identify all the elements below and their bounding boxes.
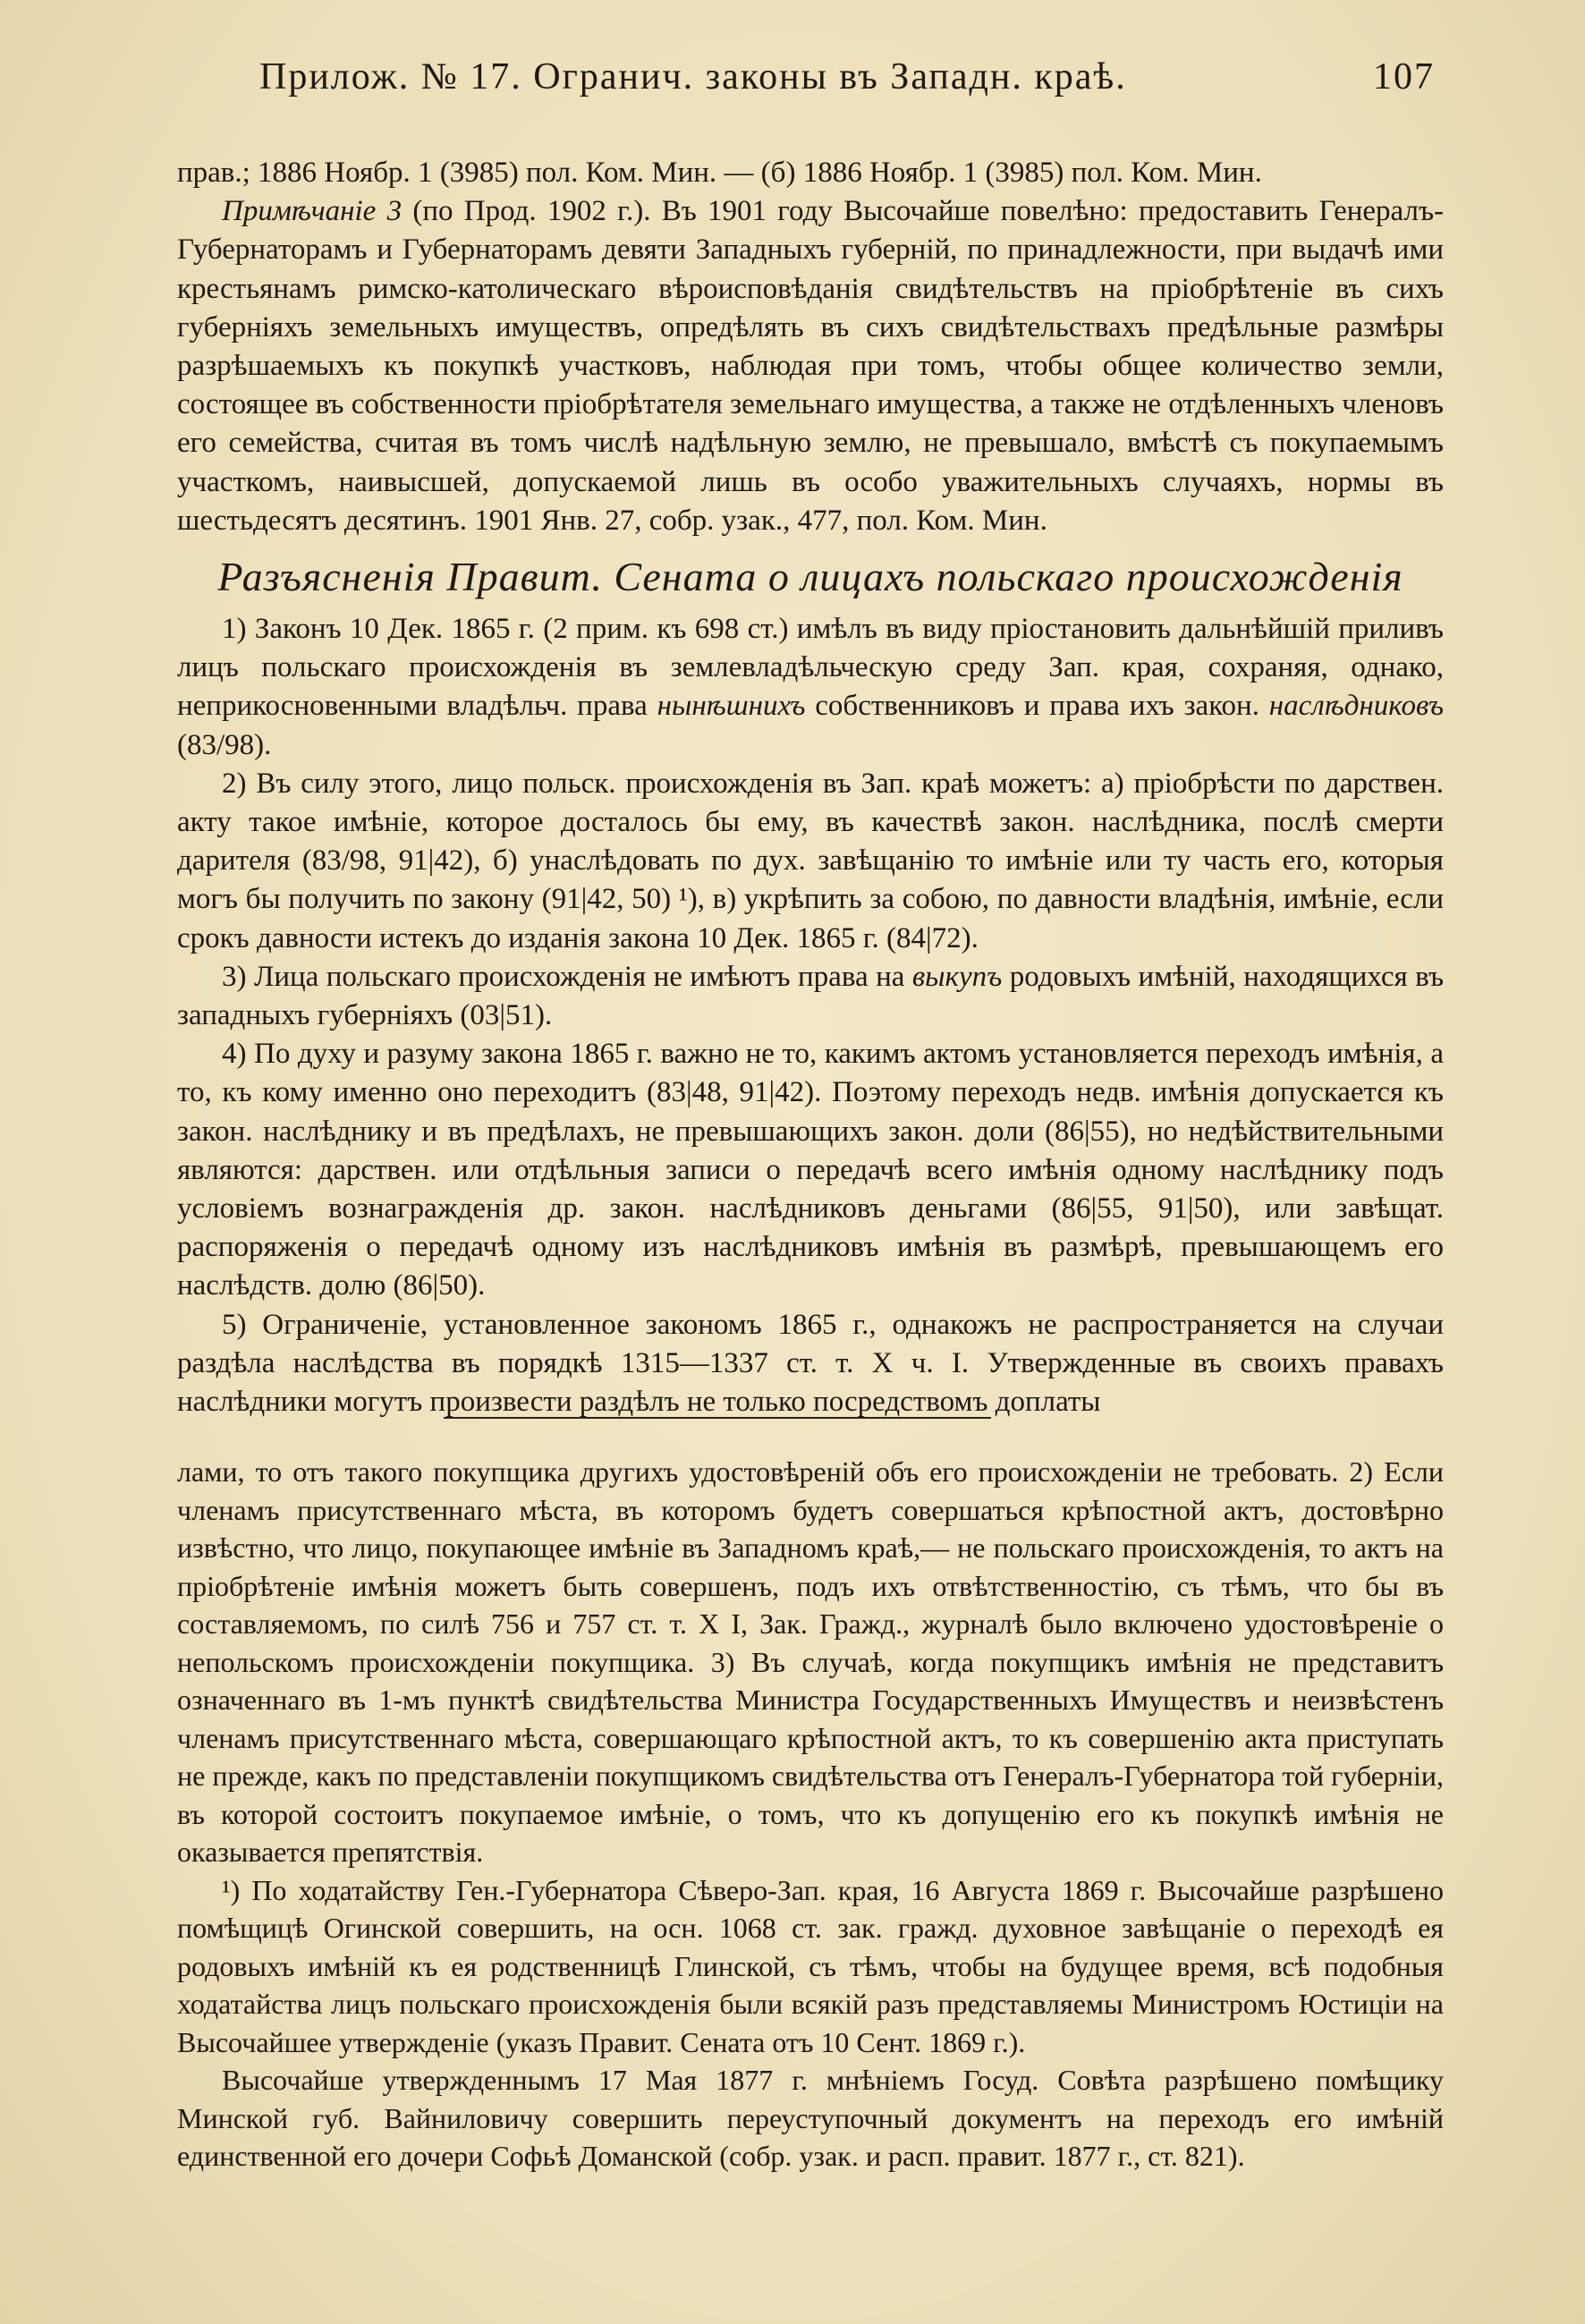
- item-1: [177, 610, 1444, 765]
- running-title: Прилож. № 17. Огранич. законы въ Западн. краѣ.: [259, 56, 1127, 98]
- main-text: [177, 154, 1444, 1421]
- item-2: 2) Въ силу этого, лицо польск. происхожденія въ Зап. краѣ можетъ: а) пріобрѣсти по дарствен. акту такое имѣніе, которое досталось бы ему, въ качествѣ закон. наслѣдника, послѣ смерти дарителя (83/98, 91|42), б) унаслѣдовать по дух. завѣщанію то имѣніе или ту часть его, которыя могъ бы получить по закону (91|42, 50) ¹), в) укрѣпить за собою, по давности владѣнія, имѣніе, если срокъ давности истекъ до изданія закона 10 Дек. 1865 г. (84|72).: [177, 767, 1444, 954]
- item-4: 4) По духу и разуму закона 1865 г. важно не то, какимъ актомъ установляется переходъ имѣнія, а то, къ кому именно оно переходитъ (83|48, 91|42). Поэтому переходъ недв. имѣнія допускается къ закон. наслѣднику и въ предѣлахъ, не превышающихъ закон. доли (86|55), но недѣйствительными являются: дарствен. или отдѣльныя записи о передачѣ всего имѣнія одному наслѣднику подъ условіемъ вознагражденія др. закон. наслѣдниковъ деньгами (86|55, 91|50), или завѣщат. распоряженія о передачѣ одному изъ наслѣдниковъ имѣнія въ размѣрѣ, превышающемъ его наслѣдств. долю (86|50).: [177, 1038, 1444, 1302]
- note-text: (по Прод. 1902 г.). Въ 1901 году Высочайше повелѣно: предоставить Генералъ-Губернаторамъ и Губернаторамъ девяти Западныхъ губерній, по принадлежности, при выдачѣ ими крестьянамъ римско-католическаго вѣроисповѣданія свидѣтельствъ на пріобрѣтеніе въ сихъ губерніяхъ земельныхъ имуществъ, опредѣлять въ сихъ свидѣтельствахъ предѣльные размѣры разрѣшаемыхъ къ покупкѣ участковъ, наблюдая при томъ, чтобы общее количество земли, состоящее въ собственности пріобрѣтателя земельнаго имущества, а также не отдѣленныхъ членовъ его семейства, считая въ томъ числѣ надѣльную землю, не превышало, вмѣстѣ съ покупаемымъ участкомъ, наивысшей, допускаемой лишь въ особо уважительныхъ случаяхъ, нормы въ шестьдесятъ десятинъ. 1901 Янв. 27, собр. узак., 477, пол. Ком. Мин.: [177, 195, 1444, 537]
- footnote-1: ¹) По ходатайству Ген.-Губернатора Сѣверо-Зап. края, 16 Августа 1869 г. Высочайше разрѣшено помѣщицѣ Огинской совершить, на осн. 1068 ст. зак. гражд. духовное завѣщаніе о переходѣ ея родовыхъ имѣній къ ея родственницѣ Глинской, съ тѣмъ, чтобы на будущее время, всѣ подобныя ходатайства лицъ польскаго происхожденія были всякій разъ представляемы Министромъ Юстиціи на Высочайшее утвержденіе (указъ Правит. Сената отъ 10 Сент. 1869 г.).: [177, 1873, 1444, 2058]
- footnote-continuation: лами, то отъ такого покупщика другихъ удостовѣреній объ его происхожденіи не требовать. 2) Если членамъ присутственнаго мѣста, въ которомъ будетъ совершаться крѣпостной актъ, достовѣрно извѣстно, что лицо, покупающее имѣніе въ Западномъ краѣ,— не польскаго происхожденія, то актъ на пріобрѣтеніе имѣнія можетъ быть совершенъ, подъ ихъ отвѣтственностію, съ тѣмъ, что бы въ составляемомъ, по силѣ 756 и 757 ст. т. X I, Зак. Гражд., журналѣ было включено удостовѣреніе о непольскомъ происхожденіи покупщика. 3) Въ случаѣ, когда покупщикъ имѣнія не представитъ означеннаго въ 1-мъ пунктѣ свидѣтельства Министра Государственныхъ Имуществъ и неизвѣстенъ членамъ присутственнаго мѣста, совершающаго крѣпостной актъ, то къ совершенію акта приступать не прежде, какъ по представленіи покупщикомъ свидѣтельства отъ Генералъ-Губернатора той губерніи, въ которой состоитъ покупаемое имѣніе, о томъ, что къ допущенію его къ покупкѣ имѣнія не оказывается препятствія.: [177, 1455, 1444, 1868]
- item-3-text-b: родовыхъ имѣній, находящихся въ западныхъ губерніяхъ (03|51).: [177, 960, 1445, 1032]
- note-3-paragraph: [177, 192, 1444, 540]
- item-1-emphasis-1: нынѣшнихъ: [657, 690, 806, 723]
- item-3: [177, 958, 1444, 1035]
- item-1-text-a: 1) Законъ 10 Дек. 1865 г. (2 прим. къ 698 ст.) имѣлъ въ виду пріостановить дальнѣйшій приливъ лицъ польскаго происхожденія въ землевладѣльческую среду Зап. края, сохраняя, однако, неприкосновенными владѣльч. права: [177, 613, 1444, 723]
- footnote-2: Высочайше утвержденнымъ 17 Мая 1877 г. мнѣніемъ Госуд. Совѣта разрѣшено помѣщику Минской губ. Вайниловичу совершить переуступочный документъ на переходъ его имѣній единственной его дочери Софьѣ Доманской (собр. узак. и расп. правит. 1877 г., ст. 821).: [177, 2064, 1444, 2172]
- section-heading: Разъясненія Правит. Сената о лицахъ польскаго происхожденія: [217, 554, 1403, 600]
- item-1-text-c: (83/98).: [177, 728, 272, 761]
- item-3-emphasis: выкупъ: [911, 960, 1003, 993]
- item-1-emphasis-2: наслѣдниковъ: [1268, 690, 1444, 723]
- page-number: 107: [1373, 56, 1435, 98]
- item-3-text-a: 3) Лица польскаго происхожденія не имѣютъ права на: [222, 960, 912, 993]
- footnote-divider: [444, 1417, 991, 1419]
- note-label: Примѣчаніе 3: [222, 195, 403, 228]
- footnotes: [177, 1453, 1444, 2176]
- running-header: [259, 55, 1435, 109]
- item-1-text-b: собственниковъ и права ихъ закон.: [805, 690, 1269, 723]
- item-5: 5) Ограниченіе, установленное закономъ 1865 г., однакожъ не распространяется на случаи раздѣла наслѣдства въ порядкѣ 1315—1337 ст. т. X ч. I. Утвержденные въ своихъ правахъ наслѣдники могутъ произвести раздѣлъ не только посредствомъ доплаты: [177, 1308, 1444, 1419]
- paragraph-continuation: прав.; 1886 Ноябр. 1 (3985) пол. Ком. Мин. — (б) 1886 Ноябр. 1 (3985) пол. Ком. Мин.: [177, 157, 1262, 189]
